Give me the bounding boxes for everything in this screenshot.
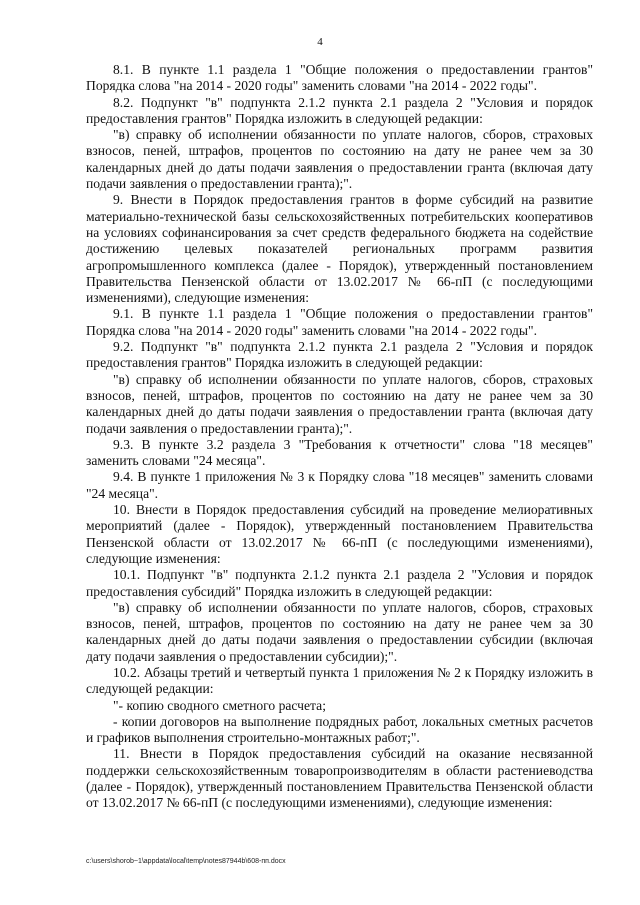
paragraph: 10. Внести в Порядок предоставления субсидий на проведение мелиоративных мероприятий (далее - Порядок), утвержденный постановлением Правительства Пензенской области от 13.02.2017 № 66-пП (с последующими изменениями), следующие изменения: <box>86 502 593 566</box>
document-body <box>86 62 593 812</box>
paragraph: "в) справку об исполнении обязанности по уплате налогов, сборов, страховых взносов, пеней, штрафов, процентов по состоянию на дату не ранее чем за 30 календарных дней до даты подачи заявления о предоставлении гранта (включая дату подачи заявления о предоставлении гранта);". <box>86 371 593 436</box>
footer-file-path: c:\users\shorob~1\appdata\local\temp\notes87944b\608-пп.docx <box>86 858 286 865</box>
paragraph: 9. Внести в Порядок предоставления грантов в форме субсидий на развитие материально-технической базы сельскохозяйственных потребительских кооперативов на условиях софинансирования за счет средств федерального бюджета на содействие достижению целевых показателей региональных программ развития агропромышленного комплекса (далее - Порядок), утвержденный постановлением Правительства Пензенской области от 13.02.2017 № 66-пП (с последующими изменениями), следующие изменения: <box>86 192 593 306</box>
page-number: 4 <box>317 36 323 48</box>
paragraph: 11. Внести в Порядок предоставления субсидий на оказание несвязанной поддержки сельскохозяйственным товаропроизводителям в области растениеводства (далее - Порядок), утвержденный постановлением Правительства Пензенской области от 13.02.2017 № 66-пП (с последующими изменениями), следующие изменения: <box>86 746 593 811</box>
paragraph: "в) справку об исполнении обязанности по уплате налогов, сборов, страховых взносов, пеней, штрафов, процентов по состоянию на дату не ранее чем за 30 календарных дней до даты подачи заявления о предоставлении субсидии (включая дату подачи заявления о предоставлении субсидии);". <box>86 599 593 664</box>
paragraph: 10.2. Абзацы третий и четвертый пункта 1 приложения № 2 к Порядку изложить в следующей редакции: <box>86 664 593 697</box>
paragraph: 8.1. В пункте 1.1 раздела 1 "Общие положения о предоставлении грантов" Порядка слова "на 2014 - 2020 годы" заменить словами "на 2014 - 2022 годы". <box>86 62 593 94</box>
paragraph: 9.1. В пункте 1.1 раздела 1 "Общие положения о предоставлении грантов" Порядка слова "на 2014 - 2020 годы" заменить словами "на 2014 - 2022 годы". <box>86 306 593 338</box>
paragraph: "- копию сводного сметного расчета; <box>113 697 326 713</box>
paragraph: - копии договоров на выполнение подрядных работ, локальных сметных расчетов и графиков выполнения строительно-монтажных работ;". <box>86 713 593 746</box>
paragraph: 9.4. В пункте 1 приложения № 3 к Порядку слова "18 месяцев" заменить словами "24 месяца". <box>86 469 593 501</box>
paragraph: 10.1. Подпункт "в" подпункта 2.1.2 пункта 2.1 раздела 2 "Условия и порядок предоставления субсидий" Порядка изложить в следующей редакции: <box>86 567 593 599</box>
paragraph: "в) справку об исполнении обязанности по уплате налогов, сборов, страховых взносов, пеней, штрафов, процентов по состоянию на дату не ранее чем за 30 календарных дней до даты подачи заявления о предоставлении гранта (включая дату подачи заявления о предоставлении гранта);". <box>86 127 593 192</box>
paragraph: 9.3. В пункте 3.2 раздела 3 "Требования к отчетности" слова "18 месяцев" заменить словами "24 месяца". <box>86 436 593 469</box>
paragraph: 9.2. Подпункт "в" подпункта 2.1.2 пункта 2.1 раздела 2 "Условия и порядок предоставления грантов" Порядка изложить в следующей редакции: <box>86 339 593 371</box>
paragraph: 8.2. Подпункт "в" подпункта 2.1.2 пункта 2.1 раздела 2 "Условия и порядок предоставления грантов" Порядка изложить в следующей редакции: <box>86 94 593 126</box>
